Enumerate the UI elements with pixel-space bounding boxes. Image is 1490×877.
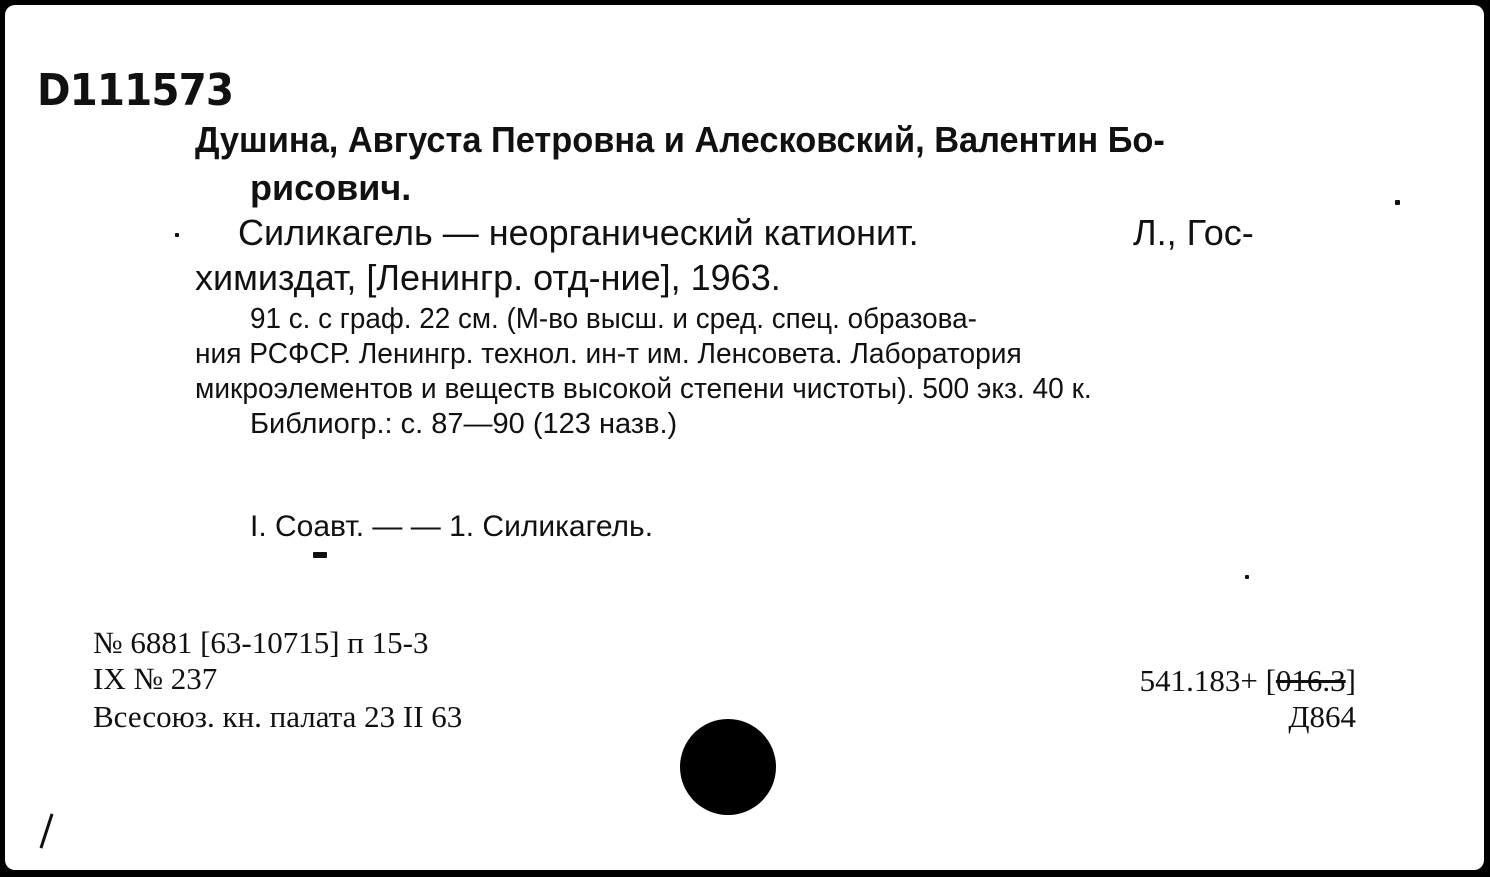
author-mark: Д864 xyxy=(1288,699,1356,734)
description-line-3: микроэлементов и веществ высокой степени чистоты). 500 экз. 40 к. xyxy=(195,373,1092,405)
classification-struck: 016.3 xyxy=(1275,663,1346,698)
author-line-1: Душина, Августа Петровна и Алесковский, Валентин Бо- xyxy=(195,119,1165,160)
tracing-line: I. Соавт. — — 1. Силикагель. xyxy=(250,510,654,543)
title-line-1: Силикагель — неорганический катионит. xyxy=(238,212,919,253)
classification-prefix: 541.183+ [ xyxy=(1139,663,1276,698)
description-line-1: 91 с. с граф. 22 см. (М-во высш. и сред. спец. образова- xyxy=(250,303,977,335)
classification-suffix: ] xyxy=(1345,663,1356,698)
ink-speck xyxy=(1395,200,1400,205)
order-number-line: № 6881 [63-10715] п 15-3 xyxy=(93,625,429,660)
call-number: D111573 xyxy=(37,65,234,116)
ink-speck xyxy=(313,552,327,558)
pen-mark xyxy=(40,813,54,848)
title-line-2: химиздат, [Ленингр. отд-ние], 1963. xyxy=(195,257,781,298)
book-chamber-line: Всесоюз. кн. палата 23 II 63 xyxy=(93,699,463,734)
ink-speck xyxy=(1245,575,1249,579)
series-number-line: IX № 237 xyxy=(93,661,218,696)
imprint-place: Л., Гос- xyxy=(1133,212,1254,253)
catalog-card xyxy=(5,5,1484,870)
punch-hole xyxy=(680,719,776,815)
ink-speck xyxy=(175,233,179,237)
bibliography-note: Библиогр.: с. 87—90 (123 назв.) xyxy=(250,408,678,440)
classification-number xyxy=(1140,663,1356,699)
author-line-2: рисович. xyxy=(250,167,412,208)
description-line-2: ния РСФСР. Ленингр. технол. ин-т им. Ленсовета. Лаборатория xyxy=(195,338,1022,370)
